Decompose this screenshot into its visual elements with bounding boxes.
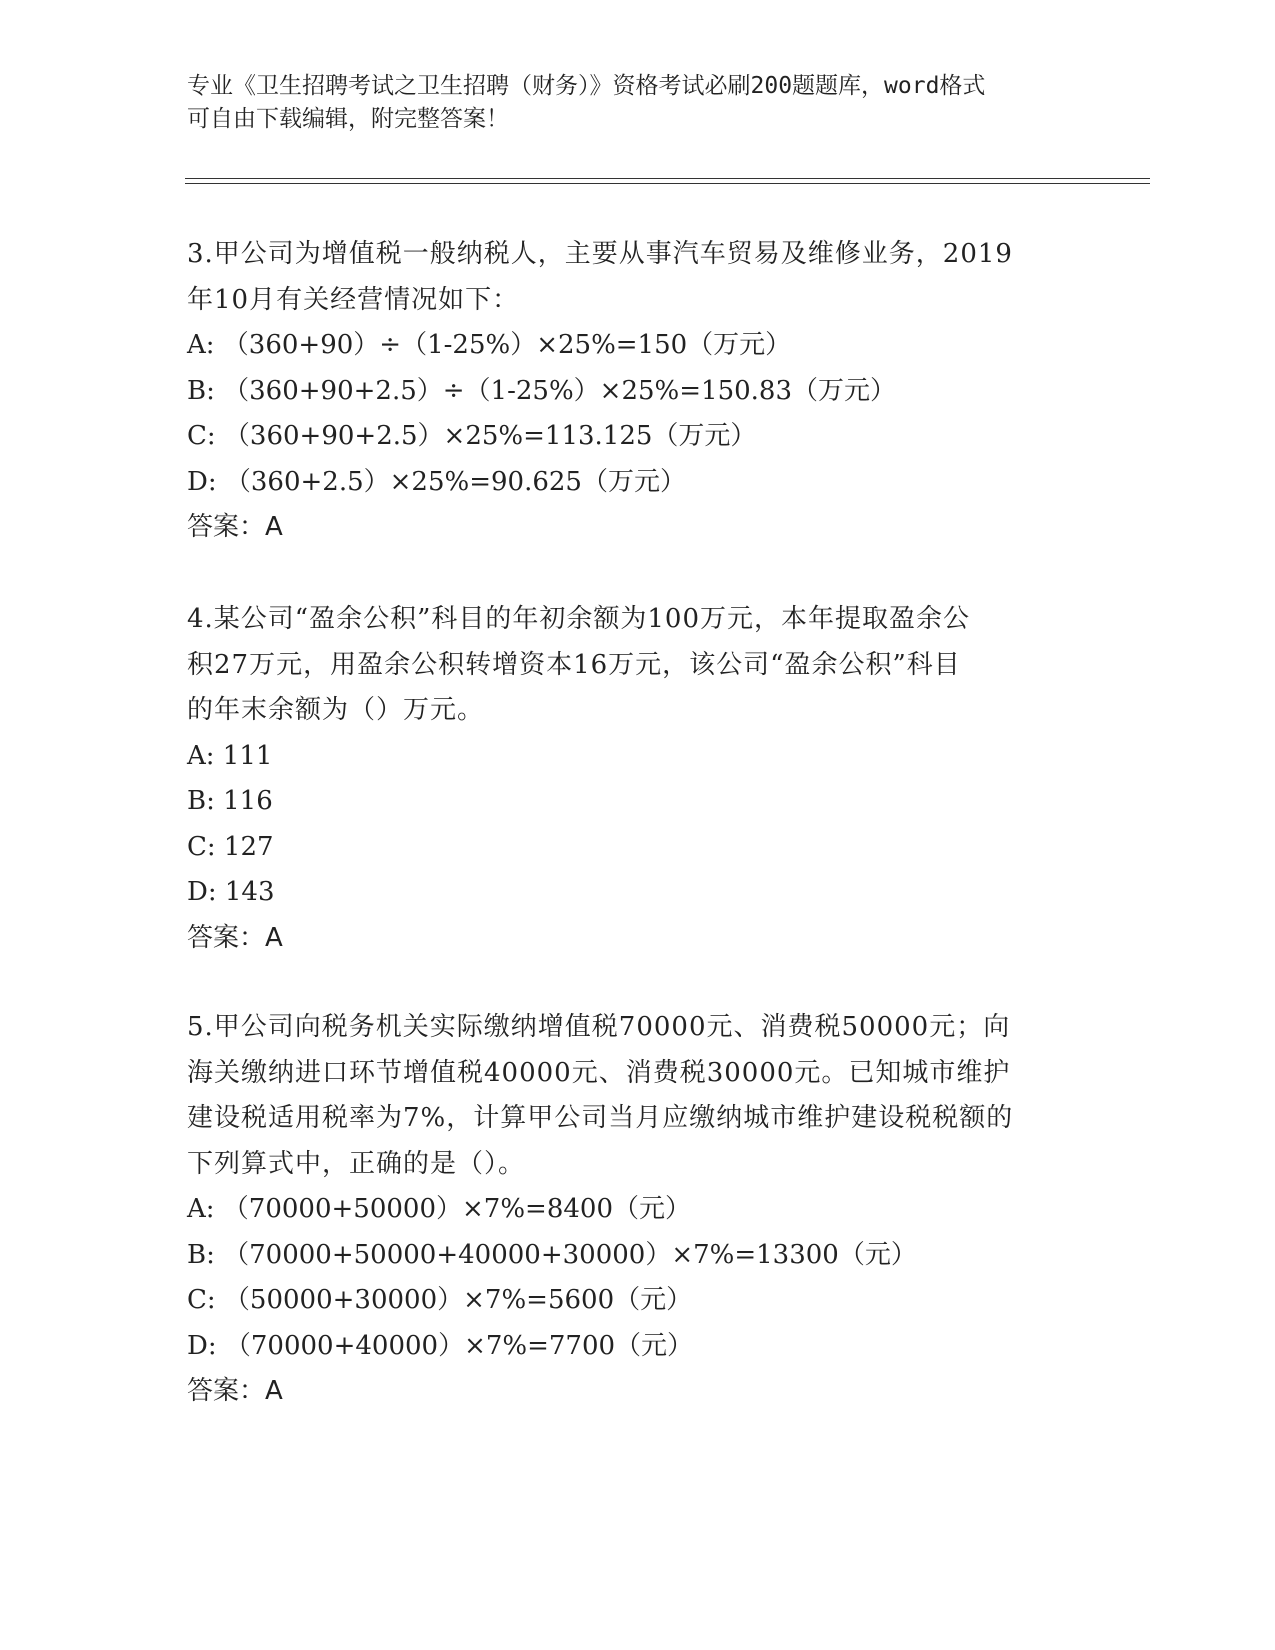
header-line-1: 专业《卫生招聘考试之卫生招聘（财务）》资格考试必刷200题题库，word格式	[187, 73, 986, 99]
question-stem-line: 4.某公司“盈余公积”科目的年初余额为100万元，本年提取盈余公	[187, 604, 971, 634]
option-a: A: （360+90）÷（1-25%）×25%=150（万元）	[187, 330, 792, 360]
option-b: B: 116	[187, 786, 273, 816]
answer-line: 答案：A	[187, 512, 283, 542]
question-stem-line: 5.甲公司向税务机关实际缴纳增值税70000元、消费税50000元；向	[187, 1012, 1011, 1042]
option-b: B: （70000+50000+40000+30000）×7%=13300（元）	[187, 1239, 917, 1270]
header-divider-bottom	[185, 183, 1150, 184]
question-stem-line: 年10月有关经营情况如下：	[187, 284, 520, 315]
option-c: C: （360+90+2.5）×25%=113.125（万元）	[187, 421, 757, 451]
header-divider-top	[185, 178, 1150, 179]
question-stem-line: 下列算式中，正确的是（）。	[187, 1148, 526, 1179]
question-stem-line: 积27万元，用盈余公积转增资本16万元，该公司“盈余公积”科目	[187, 649, 961, 680]
document-header	[187, 70, 1067, 136]
option-c: C: （50000+30000）×7%=5600（元）	[187, 1285, 693, 1315]
question-3	[187, 232, 1067, 551]
option-d: D: （360+2.5）×25%=90.625（万元）	[187, 466, 686, 497]
question-stem-line: 的年末余额为（）万元。	[187, 695, 485, 725]
question-stem-line: 建设税适用税率为7%，计算甲公司当月应缴纳城市维护建设税税额的	[187, 1103, 1014, 1133]
option-a: A: 111	[187, 740, 273, 771]
option-d: D: 143	[187, 877, 275, 907]
option-c: C: 127	[187, 831, 274, 862]
question-stem-line: 海关缴纳进口环节增值税40000元、消费税30000元。已知城市维护	[187, 1057, 1011, 1088]
option-a: A: （70000+50000）×7%=8400（元）	[187, 1194, 691, 1224]
option-b: B: （360+90+2.5）÷（1-25%）×25%=150.83（万元）	[187, 375, 896, 406]
question-5	[187, 1005, 1067, 1415]
question-4	[187, 597, 1067, 961]
option-d: D: （70000+40000）×7%=7700（元）	[187, 1330, 694, 1361]
answer-line: 答案：A	[187, 1376, 283, 1406]
header-line-2: 可自由下载编辑，附完整答案！	[187, 106, 509, 132]
answer-line: 答案：A	[187, 922, 283, 953]
question-stem-line: 3.甲公司为增值税一般纳税人，主要从事汽车贸易及维修业务，2019	[187, 239, 1013, 269]
